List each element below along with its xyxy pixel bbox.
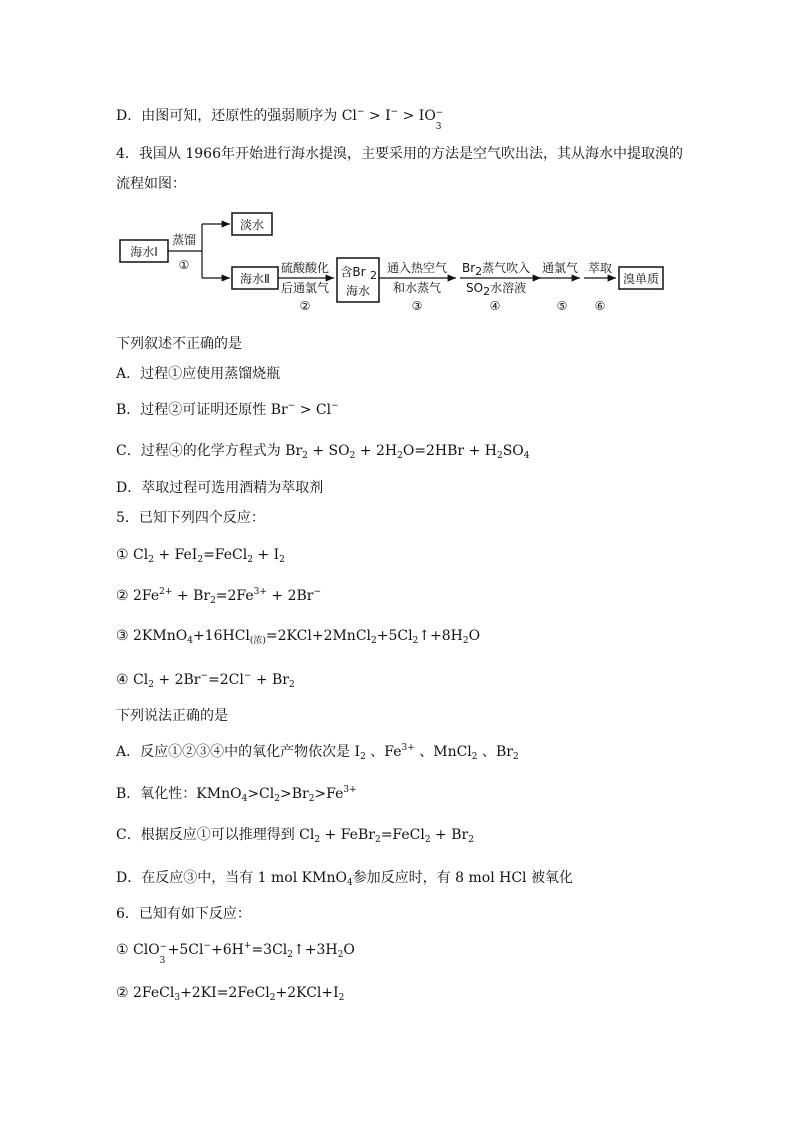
option-d-reduction-order: D．由图可知，还原性的强弱顺序为 Cl− > I− > IO − 3	[116, 107, 444, 132]
br-seawater-box	[337, 258, 379, 302]
question-5-reaction-1: ① $Cl_2$ + FeI$_2$=FeCl$_2$ + $I_2$	[116, 547, 285, 565]
question-5-reaction-2: ② $2Fe^{2+} + Br_2=2Fe^{3+} + 2Br^-$	[116, 587, 322, 606]
svg-text:海水Ⅰ: 海水Ⅰ	[130, 245, 158, 259]
svg-text:溴单质: 溴单质	[622, 272, 660, 286]
question-4-text: 4．我国从 1966年开始进行海水提溴，主要采用的方法是空气吹出法，其从海水中提取溴的	[116, 146, 683, 162]
question-5-reaction-3: ③ $2KMnO_4+16HCl_{(浓)}=2KCl+2MnCl_2+5Cl_2↑+8H_2O$	[116, 628, 481, 646]
question-5-option-d: D．在反应③中，当有 1 mol KMnO$_4$参加反应时，有 8 mol HCl 被氧化	[116, 870, 573, 888]
question-6-text: 6．已知有如下反应：	[116, 906, 251, 922]
pass-chlorine-label: 通氯气	[541, 261, 579, 275]
svg-text:海水Ⅱ: 海水Ⅱ	[240, 272, 270, 286]
step3-label: ③	[411, 299, 423, 313]
question-5-option-c: C．根据反应①可以推理得到 $Cl_2$ + FeBr$_2$=FeCl$_2$ + $Br_2$	[116, 827, 474, 845]
bromine-extraction-flowchart	[116, 206, 676, 326]
hot-air-label: 通入热空气	[386, 261, 448, 275]
water-vapor-label: 和水蒸气	[392, 281, 442, 295]
question-4-text-cont: 流程如图：	[116, 176, 186, 192]
question-4-stem: 下列叙述不正确的是	[116, 336, 242, 352]
question-4-option-c: C．过程④的化学方程式为 $Br_2 + SO_2 + 2H_2O=2HBr + H_2SO_4$	[116, 443, 530, 461]
chlorine-label: 后通氯气	[280, 281, 330, 295]
question-4-option-a: A．过程①应使用蒸馏烧瓶	[116, 366, 281, 382]
bromine-box	[619, 267, 663, 289]
question-4-option-b: B．过程②可证明还原性 Br− > Cl−	[116, 401, 339, 418]
svg-text:含Br: 含Br	[340, 265, 366, 279]
seawater1-box	[120, 240, 168, 262]
step4-label: ④	[489, 299, 501, 313]
step1-label: ①	[178, 258, 190, 272]
question-6-reaction-1: ① ClO − 3 $+5Cl^-+6H^+=3Cl_2↑+3H_2O$	[116, 941, 355, 966]
question-5-reaction-4: ④ $Cl_2 + 2Br^-=2Cl^- + Br_2$	[116, 671, 295, 690]
question-6-reaction-2: ② $2FeCl_3+2KI=2FeCl_2+2KCl+I_2$	[116, 985, 345, 1003]
question-5-text: 5．已知下列四个反应：	[116, 510, 265, 526]
so2-solution-label: SO2水溶液	[466, 281, 527, 298]
question-5-option-a: A．反应①②③④中的氧化产物依次是 $I_2$ 、$Fe^{3+}$ 、MnCl$_2$ 、$Br_2$	[116, 743, 519, 762]
extract-label: 萃取	[587, 261, 613, 275]
svg-text:海水: 海水	[345, 284, 371, 298]
step6-label: ⑥	[594, 299, 606, 313]
step5-label: ⑤	[556, 299, 568, 313]
question-5-stem: 下列说法正确的是	[116, 708, 228, 724]
svg-text:2: 2	[370, 269, 377, 282]
question-5-option-b: B．氧化性：$KMnO_4>Cl_2>Br_2>Fe^{3+}$	[116, 785, 357, 804]
seawater2-box	[232, 267, 278, 289]
svg-text:淡水: 淡水	[239, 218, 265, 232]
acidify-label: 硫酸酸化	[280, 261, 330, 275]
step2-label: ②	[299, 299, 311, 313]
freshwater-box	[232, 213, 272, 235]
distill-label: 蒸馏	[171, 233, 197, 247]
br-vapor-label: Br2蒸气吹入	[462, 261, 531, 278]
question-4-option-d: D．萃取过程可选用酒精为萃取剂	[116, 480, 324, 496]
